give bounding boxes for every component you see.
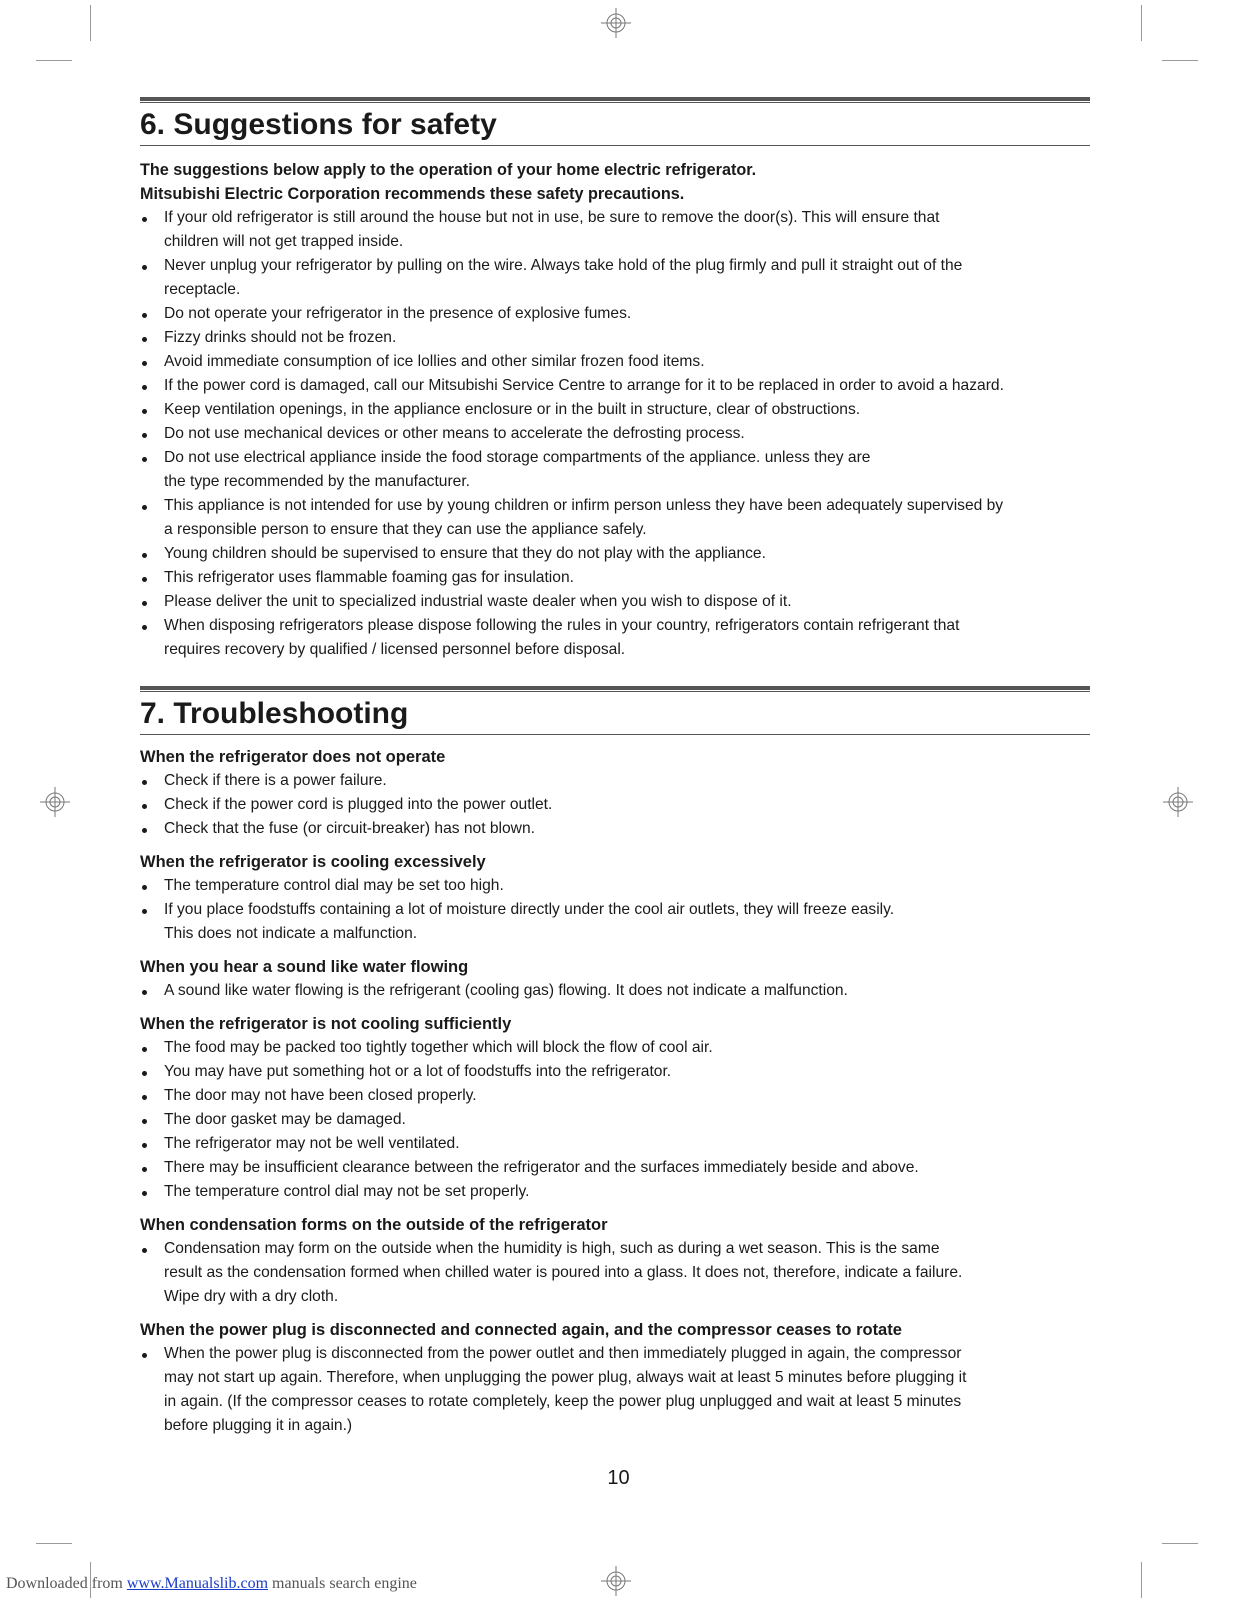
group-title: When the refrigerator is cooling excessively: [140, 853, 486, 871]
list-item: [140, 446, 1090, 494]
line: This refrigerator uses flammable foaming gas for insulation.: [164, 569, 574, 586]
list-item: [140, 1180, 1090, 1204]
line: You may have put something hot or a lot of foodstuffs into the refrigerator.: [164, 1063, 672, 1080]
safety-intro-line: Mitsubishi Electric Corporation recommends these safety precautions.: [140, 185, 685, 203]
list-item: [140, 769, 1090, 793]
line: Wipe dry with a dry cloth.: [164, 1288, 339, 1305]
list-item: [140, 1036, 1090, 1060]
line: Please deliver the unit to specialized industrial waste dealer when you wish to dispose of it.: [164, 593, 792, 610]
footer-prefix: Downloaded from: [6, 1575, 127, 1592]
trouble-group: [140, 1012, 1090, 1204]
line: in again. (If the compressor ceases to rotate completely, keep the power plug unplugged and wait at least 5 minutes: [164, 1393, 962, 1410]
list-item: [140, 398, 1090, 422]
line: Avoid immediate consumption of ice lollies and other similar frozen food items.: [164, 353, 705, 370]
group-title: When the refrigerator does not operate: [140, 748, 446, 766]
group-list: [140, 874, 1090, 946]
line: Never unplug your refrigerator by pulling on the wire. Always take hold of the plug firmly and pull it straight out of the: [164, 257, 963, 274]
crop-mark: [1141, 1562, 1142, 1598]
group-title: When condensation forms on the outside of the refrigerator: [140, 1216, 608, 1234]
safety-section: [140, 97, 1090, 662]
registration-mark-icon: [601, 8, 631, 38]
list-item: [140, 566, 1090, 590]
registration-mark-icon: [40, 787, 70, 817]
line: before plugging it in again.): [164, 1417, 353, 1434]
crop-mark: [36, 60, 72, 61]
line: Do not use mechanical devices or other means to accelerate the defrosting process.: [164, 425, 745, 442]
trouble-group: [140, 955, 1090, 1003]
line: The door gasket may be damaged.: [164, 1111, 406, 1128]
manualslib-link[interactable]: www.Manualslib.com: [126, 1575, 269, 1592]
line: the type recommended by the manufacturer.: [164, 473, 470, 490]
list-item: [140, 979, 1090, 1003]
list-item: [140, 1084, 1090, 1108]
line: Check if there is a power failure.: [164, 772, 387, 789]
line: Do not use electrical appliance inside the food storage compartments of the appliance. unless they are: [164, 449, 871, 466]
troubleshooting-heading: 7. Troubleshooting: [140, 692, 1090, 735]
line: The temperature control dial may not be set properly.: [164, 1183, 530, 1200]
list-item: [140, 614, 1090, 662]
list-item: [140, 1108, 1090, 1132]
line: A sound like water flowing is the refrigerant (cooling gas) flowing. It does not indicate a malfunction.: [164, 982, 848, 999]
line: This appliance is not intended for use by young children or infirm person unless they have been adequately supervised by: [164, 497, 1004, 514]
group-title: When the power plug is disconnected and connected again, and the compressor ceases to rotate: [140, 1321, 902, 1339]
line: a responsible person to ensure that they can use the appliance safely.: [164, 521, 647, 538]
list-item: [140, 874, 1090, 898]
line: result as the condensation formed when chilled water is poured into a glass. It does not, therefore, indicate a failure.: [164, 1264, 963, 1281]
list-item: [140, 817, 1090, 841]
registration-mark-icon: [601, 1566, 631, 1596]
group-title: When you hear a sound like water flowing: [140, 958, 469, 976]
line: children will not get trapped inside.: [164, 233, 404, 250]
line: This does not indicate a malfunction.: [164, 925, 418, 942]
group-list: [140, 1342, 1090, 1438]
trouble-group: [140, 745, 1090, 841]
safety-heading: 6. Suggestions for safety: [140, 103, 1090, 146]
line: There may be insufficient clearance between the refrigerator and the surfaces immediately beside and above.: [164, 1159, 919, 1176]
crop-mark: [1162, 60, 1198, 61]
crop-mark: [90, 5, 91, 41]
line: If you place foodstuffs containing a lot of moisture directly under the cool air outlets, they will freeze easily.: [164, 901, 895, 918]
list-item: [140, 350, 1090, 374]
line: receptacle.: [164, 281, 241, 298]
list-item: [140, 206, 1090, 254]
download-footer: [6, 1575, 417, 1593]
line: Check that the fuse (or circuit-breaker) has not blown.: [164, 820, 535, 837]
trouble-group: [140, 1318, 1090, 1438]
list-item: [140, 1237, 1090, 1309]
line: The temperature control dial may be set too high.: [164, 877, 504, 894]
group-list: [140, 1036, 1090, 1204]
list-item: [140, 1342, 1090, 1438]
crop-mark: [1141, 5, 1142, 41]
line: requires recovery by qualified / licensed personnel before disposal.: [164, 641, 626, 658]
list-item: [140, 590, 1090, 614]
list-item: [140, 898, 1090, 946]
list-item: [140, 374, 1090, 398]
troubleshooting-section: [140, 686, 1090, 1438]
list-item: [140, 1132, 1090, 1156]
safety-intro-line: The suggestions below apply to the operation of your home electric refrigerator.: [140, 161, 757, 179]
crop-mark: [36, 1543, 72, 1544]
line: Condensation may form on the outside when the humidity is high, such as during a wet season. This is the same: [164, 1240, 940, 1257]
trouble-group: [140, 850, 1090, 946]
list-item: [140, 422, 1090, 446]
line: Check if the power cord is plugged into the power outlet.: [164, 796, 553, 813]
line: The food may be packed too tightly together which will block the flow of cool air.: [164, 1039, 713, 1056]
list-item: [140, 1156, 1090, 1180]
group-list: [140, 769, 1090, 841]
line: If your old refrigerator is still around the house but not in use, be sure to remove the door(s). This will ensure that: [164, 209, 940, 226]
line: may not start up again. Therefore, when unplugging the power plug, always wait at least 5 minutes before plugging it: [164, 1369, 967, 1386]
list-item: [140, 793, 1090, 817]
list-item: [140, 542, 1090, 566]
line: Fizzy drinks should not be frozen.: [164, 329, 397, 346]
group-title: When the refrigerator is not cooling sufficiently: [140, 1015, 512, 1033]
list-item: [140, 1060, 1090, 1084]
footer-suffix: manuals search engine: [268, 1575, 417, 1592]
group-list: [140, 979, 1090, 1003]
trouble-group: [140, 1213, 1090, 1309]
page-number: 10: [607, 1467, 630, 1489]
line: Young children should be supervised to ensure that they do not play with the appliance.: [164, 545, 766, 562]
list-item: [140, 326, 1090, 350]
registration-mark-icon: [1163, 787, 1193, 817]
line: If the power cord is damaged, call our Mitsubishi Service Centre to arrange for it to be replaced in order to avoid a hazard.: [164, 377, 1004, 394]
line: The refrigerator may not be well ventilated.: [164, 1135, 460, 1152]
group-list: [140, 1237, 1090, 1309]
list-item: [140, 254, 1090, 302]
list-item: [140, 494, 1090, 542]
safety-list: [140, 206, 1090, 662]
crop-mark: [1162, 1543, 1198, 1544]
line: When the power plug is disconnected from the power outlet and then immediately plugged in again, the compressor: [164, 1345, 962, 1362]
line: When disposing refrigerators please dispose following the rules in your country, refrigerators contain refrigerant that: [164, 617, 960, 634]
list-item: [140, 302, 1090, 326]
line: Keep ventilation openings, in the appliance enclosure or in the built in structure, clear of obstructions.: [164, 401, 861, 418]
line: Do not operate your refrigerator in the presence of explosive fumes.: [164, 305, 632, 322]
line: The door may not have been closed properly.: [164, 1087, 477, 1104]
